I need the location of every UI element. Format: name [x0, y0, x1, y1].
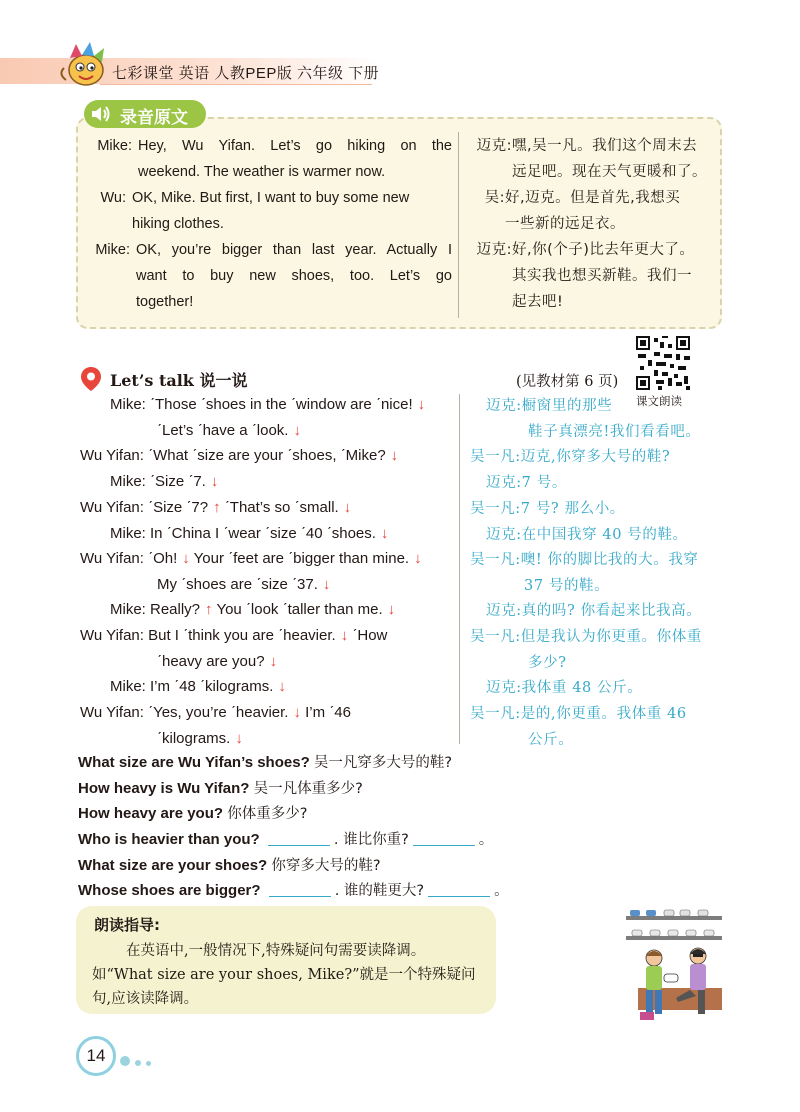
question-en: Whose shoes are bigger?	[78, 882, 261, 899]
decorative-dot	[120, 1056, 130, 1066]
question-zh-end: 。	[494, 883, 509, 899]
transcript-line: 一些新的远足衣。	[505, 216, 625, 232]
talk-cn-line: 吴一凡:但是我认为你更重。你体重	[470, 629, 702, 645]
falling-intonation-arrow: ↓	[322, 576, 331, 593]
transcript-en-mike-1	[97, 133, 452, 185]
talk-cn-line: 迈克:7 号。	[486, 475, 567, 491]
transcript-line: 远足吧。现在天气更暖和了。	[512, 164, 707, 180]
recording-title: 录音原文	[120, 108, 188, 128]
transcript-line: 起去吧!	[512, 294, 564, 310]
lets-talk-title: Let’s talk 说一说	[110, 371, 248, 390]
decorative-dot	[135, 1060, 141, 1066]
transcript-line: Hey, Wu Yifan. Let’s go hiking on the	[138, 138, 452, 154]
question-zh: . 谁的鞋更大?	[334, 883, 425, 899]
column-divider	[458, 132, 459, 318]
question-en: How heavy is Wu Yifan?	[78, 780, 250, 797]
talk-line	[110, 395, 425, 415]
answer-blank-zh[interactable]	[428, 896, 490, 897]
transcript-line: OK, you’re bigger than last year. Actually I	[136, 242, 452, 258]
talk-cn-line: 迈克:我体重 48 公斤。	[486, 680, 643, 696]
question-en: Who is heavier than you?	[78, 831, 260, 848]
question-en: How heavy are you?	[78, 805, 224, 822]
falling-intonation-arrow: ↓	[417, 396, 426, 413]
decorative-dot	[146, 1061, 151, 1066]
reading-guide-title: 朗读指导:	[94, 916, 160, 934]
talk-text: I’m ˊ46	[305, 704, 351, 721]
speaker-name: Wu:	[100, 190, 126, 206]
answer-blank-en[interactable]	[268, 845, 330, 846]
question-zh: 你体重多少?	[227, 806, 308, 822]
talk-text: Wu Yifan: ˊSize ˊ7?	[80, 499, 209, 516]
transcript-line: 嘿,吴一凡。我们这个周末去	[512, 138, 698, 154]
question-line	[78, 880, 509, 902]
talk-text: Wu Yifan: ˊWhat ˊsize are your ˊshoes, ˊMike?	[80, 447, 386, 464]
reading-guide-line: 在英语中,一般情况下,特殊疑问句需要读降调。	[126, 943, 426, 959]
falling-intonation-arrow: ↓	[293, 422, 301, 439]
talk-cn-line: 迈克:真的吗? 你看起来比我高。	[486, 603, 702, 619]
question-zh-end: 。	[478, 832, 494, 848]
question-en: What size are Wu Yifan’s shoes?	[78, 754, 310, 771]
rising-intonation-arrow: ↑	[213, 499, 221, 516]
talk-text: Wu Yifan: But I ˊthink you are ˊheavier.	[80, 627, 336, 644]
speaker-name: 吴:	[484, 190, 505, 206]
question-zh: 吴一凡穿多大号的鞋?	[313, 755, 453, 771]
talk-text: ˊkilograms.	[157, 730, 231, 747]
falling-intonation-arrow: ↓	[340, 627, 349, 644]
header-title: 七彩课堂 英语 人教PEP版 六年级 下册	[112, 65, 380, 82]
talk-text: Mike: In ˊChina I ˊwear ˊsize ˊ40 ˊshoes.	[110, 525, 376, 542]
talk-cn-line: 37 号的鞋。	[524, 578, 610, 594]
talk-line	[80, 446, 398, 466]
question-line	[78, 803, 307, 825]
falling-intonation-arrow: ↓	[235, 730, 243, 747]
mascot-logo-icon	[56, 38, 112, 92]
transcript-line: 好,迈克。但是首先,我想买	[505, 190, 681, 206]
talk-text: Mike: Really?	[110, 601, 201, 618]
falling-intonation-arrow: ↓	[293, 704, 301, 721]
question-zh: 你穿多大号的鞋?	[271, 858, 381, 874]
column-divider	[459, 394, 460, 744]
talk-text: My ˊshoes are ˊsize ˊ37.	[157, 576, 318, 593]
qr-label: 课文朗读	[636, 394, 682, 408]
talk-cn-line: 吴一凡:噢! 你的脚比我的大。我穿	[470, 552, 699, 568]
header-underline	[100, 84, 372, 85]
talk-text: Wu Yifan: ˊOh!	[80, 550, 178, 567]
falling-intonation-arrow: ↓	[414, 550, 422, 567]
talk-line	[110, 677, 286, 697]
speaker-name: 迈克:	[476, 138, 512, 154]
question-en: What size are your shoes?	[78, 857, 268, 874]
falling-intonation-arrow: ↓	[387, 601, 396, 618]
question-line	[78, 855, 381, 877]
talk-cn-line: 鞋子真漂亮!我们看看吧。	[528, 424, 701, 440]
location-pin-icon	[80, 366, 102, 392]
transcript-line: 好,你(个子)比去年更大了。	[512, 242, 695, 258]
question-line	[78, 752, 452, 774]
reading-guide-line: 如“What size are your shoes, Mike?”就是一个特殊疑问	[92, 967, 476, 983]
question-line	[78, 778, 363, 800]
speaker-icon	[90, 104, 112, 124]
question-line	[78, 829, 493, 851]
recording-title-badge	[84, 100, 206, 128]
talk-cn-line: 迈克:橱窗里的那些	[486, 398, 613, 414]
talk-line	[110, 524, 388, 544]
falling-intonation-arrow: ↓	[269, 653, 278, 670]
talk-line	[80, 549, 422, 569]
falling-intonation-arrow: ↓	[343, 499, 352, 516]
transcript-en-wu	[100, 185, 452, 237]
shoe-shop-illustration	[620, 906, 724, 1030]
talk-text: Your ˊfeet are ˊbigger than mine.	[193, 550, 410, 567]
talk-line	[157, 575, 330, 595]
falling-intonation-arrow: ↓	[390, 447, 399, 464]
talk-line	[110, 472, 218, 492]
talk-cn-line: 吴一凡:是的,你更重。我体重 46	[470, 706, 687, 722]
talk-cn-line: 吴一凡:7 号? 那么小。	[470, 501, 625, 517]
qr-code-icon[interactable]	[636, 336, 690, 390]
falling-intonation-arrow: ↓	[182, 550, 190, 567]
answer-blank-en[interactable]	[269, 896, 331, 897]
falling-intonation-arrow: ↓	[278, 678, 286, 695]
talk-text: ˊLet’s ˊhave a ˊlook.	[157, 422, 289, 439]
transcript-cn-mike-2	[476, 237, 716, 315]
speaker-name: Mike:	[97, 138, 132, 154]
talk-text: Wu Yifan: ˊYes, you’re ˊheavier.	[80, 704, 289, 721]
talk-line	[80, 703, 351, 723]
question-zh: . 谁比你重?	[333, 832, 409, 848]
rising-intonation-arrow: ↑	[205, 601, 213, 618]
talk-cn-line: 吴一凡:迈克,你穿多大号的鞋?	[470, 449, 671, 465]
talk-text: Mike: ˊSize ˊ7.	[110, 473, 206, 490]
talk-cn-line: 迈克:在中国我穿 40 号的鞋。	[486, 527, 688, 543]
talk-line	[157, 652, 277, 672]
talk-text: Mike: ˊThose ˊshoes in the ˊwindow are ˊnice!	[110, 396, 413, 413]
transcript-line: want to buy new shoes, too. Let’s go	[136, 268, 452, 284]
speaker-name: Mike:	[95, 242, 130, 258]
transcript-line: weekend. The weather is warmer now.	[138, 164, 386, 180]
talk-line	[157, 729, 243, 749]
talk-line	[157, 421, 301, 441]
transcript-cn-mike-1	[476, 133, 716, 185]
question-zh: 吴一凡体重多少?	[253, 781, 363, 797]
reading-guide-line: 句,应该读降调。	[92, 991, 199, 1007]
page-number: 14	[76, 1036, 116, 1076]
answer-blank-zh[interactable]	[413, 845, 475, 846]
talk-text: You ˊlook ˊtaller than me.	[216, 601, 383, 618]
transcript-line: together!	[136, 294, 194, 310]
talk-line	[80, 498, 351, 518]
talk-cn-line: 公斤。	[528, 732, 574, 748]
falling-intonation-arrow: ↓	[380, 525, 389, 542]
speaker-name: 迈克:	[476, 242, 512, 258]
transcript-en-mike-2	[95, 237, 452, 315]
talk-text: ˊHow	[352, 627, 388, 644]
talk-cn-line: 多少?	[528, 655, 567, 671]
textbook-page-reference: (见教材第 6 页)	[516, 374, 619, 390]
transcript-line: hiking clothes.	[132, 216, 224, 232]
talk-text: ˊThat’s so ˊsmall.	[224, 499, 339, 516]
falling-intonation-arrow: ↓	[210, 473, 219, 490]
talk-text: ˊheavy are you?	[157, 653, 265, 670]
transcript-cn-wu	[484, 185, 717, 237]
talk-line	[110, 600, 395, 620]
talk-text: Mike: I’m ˊ48 ˊkilograms.	[110, 678, 274, 695]
transcript-line: 其实我也想买新鞋。我们一	[512, 268, 692, 284]
talk-line	[80, 626, 387, 646]
transcript-line: OK, Mike. But first, I want to buy some new	[132, 190, 410, 206]
